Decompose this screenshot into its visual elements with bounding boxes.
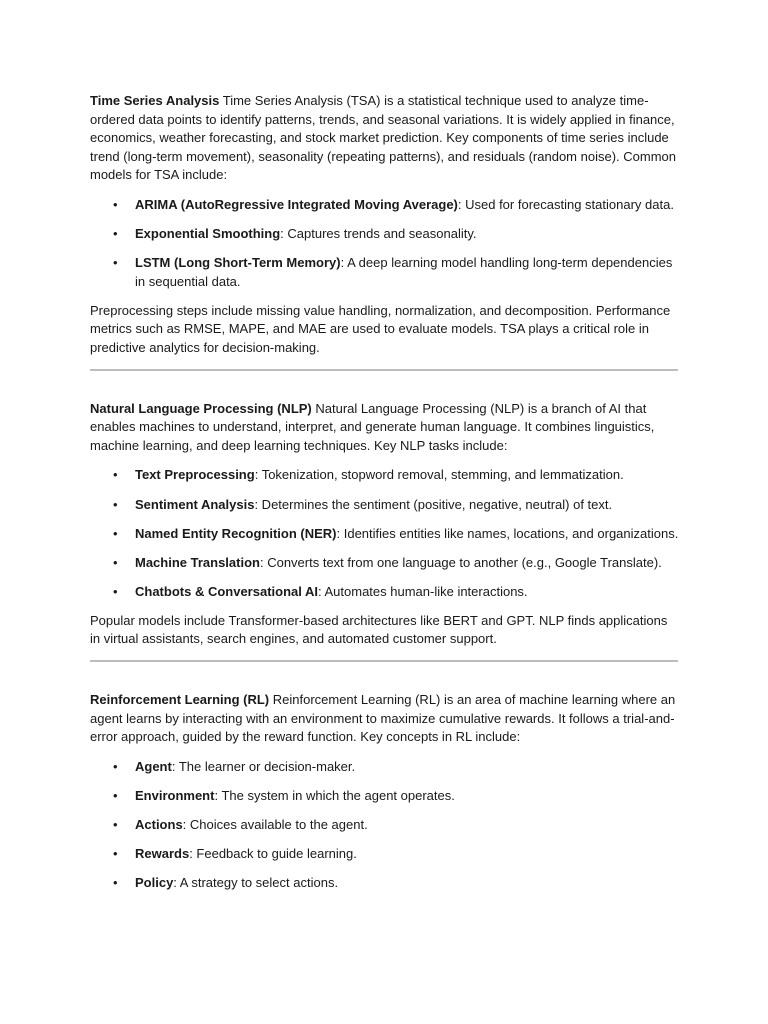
bullet-list [90,466,680,601]
bullet-icon: • [113,467,118,483]
list-item-term: ARIMA (AutoRegressive Integrated Moving Average) [135,196,458,212]
list-item-desc: : Tokenization, stopword removal, stemming, and lemmatization. [254,467,624,483]
list-item-term: Exponential Smoothing [135,226,281,242]
section-title: Time Series Analysis [90,93,220,108]
section-intro-text: Natural Language Processing (NLP) is a branch of AI that enables machines to understand, interpret, and generate human language. It combines linguistics, machine learning, and deep learning techniques. Key NLP tasks include: [90,400,655,453]
list-item [90,554,680,573]
section-nlp [90,400,680,649]
section-intro [90,400,680,456]
list-item-desc: : Automates human-like interactions. [317,583,528,599]
document-page [90,92,680,903]
list-item [90,874,680,893]
list-item-term: Text Preprocessing [135,467,255,483]
list-item-term: Actions [135,817,183,833]
list-item-term: Sentiment Analysis [135,496,255,512]
bullet-icon: • [113,817,118,833]
list-item-term: Chatbots & Conversational AI [135,583,318,599]
list-item [90,196,680,215]
section-outro: Preprocessing steps include missing value handling, normalization, and decomposition. Performance metrics such as RMSE, MAPE, and MAE are used to evaluate models. TSA plays a critical role in predictive analytics for decision-making. [90,302,671,356]
bullet-icon: • [113,525,118,541]
list-item-desc: : Identifies entities like names, locations, and organizations. [336,525,679,541]
list-item-desc: : Captures trends and seasonality. [280,226,477,242]
list-item [90,787,680,806]
list-item [90,225,680,244]
list-item-desc: : Choices available to the agent. [182,817,368,833]
bullet-icon: • [113,196,118,212]
bullet-list [90,758,680,893]
section-intro [90,92,680,185]
section-intro-text: Time Series Analysis (TSA) is a statistical technique used to analyze time-ordered data points to identify patterns, trends, and seasonal variations. It is widely applied in finance, economics, weather forecasting, and stock market prediction. Key components of time series include trend (long-term movement), seasonality (repeating patterns), and residuals (random noise). Common models for TSA include: [90,93,676,183]
list-item-desc: : Converts text from one language to another (e.g., Google Translate). [259,554,662,570]
list-item [90,845,680,864]
list-item [90,525,680,544]
list-item-desc: : A deep learning model handling long-term dependencies in sequential data. [135,255,673,289]
list-item-desc: : The system in which the agent operates. [214,787,455,803]
bullet-icon: • [113,554,118,570]
list-item [90,583,680,602]
section-title: Reinforcement Learning (RL) [90,692,270,708]
list-item-term: Named Entity Recognition (NER) [135,525,337,541]
list-item-desc: : The learner or decision-maker. [171,758,356,774]
list-item [90,816,680,835]
bullet-icon: • [113,758,118,774]
list-item-term: Agent [135,758,172,774]
section-divider [90,660,678,662]
bullet-icon: • [113,226,118,242]
bullet-icon: • [113,496,118,512]
list-item [90,254,680,291]
list-item-term: LSTM (Long Short-Term Memory) [135,255,341,271]
bullet-icon: • [113,787,118,803]
list-item-desc: : Used for forecasting stationary data. [457,196,674,212]
bullet-icon: • [113,875,118,891]
list-item-desc: : Determines the sentiment (positive, negative, neutral) of text. [254,496,613,512]
list-item-term: Rewards [135,846,190,862]
list-item-term: Policy [135,875,174,891]
section-reinforcement-learning [90,691,680,893]
list-item-term: Machine Translation [135,554,260,570]
bullet-icon: • [113,583,118,599]
bullet-list [90,196,680,291]
list-item-desc: : Feedback to guide learning. [189,846,357,862]
list-item [90,496,680,515]
section-intro-text: Reinforcement Learning (RL) is an area of machine learning where an agent learns by interacting with an environment to maximize cumulative rewards. It follows a trial-and-error approach, guided by the reward function. Key concepts in RL include: [90,692,676,745]
list-item [90,466,680,485]
list-item-term: Environment [135,787,215,803]
section-title: Natural Language Processing (NLP) [90,400,312,416]
section-time-series-analysis [90,92,680,358]
section-outro: Popular models include Transformer-based architectures like BERT and GPT. NLP finds applications in virtual assistants, search engines, and automated customer support. [90,612,668,647]
list-item [90,758,680,777]
bullet-icon: • [113,846,118,862]
list-item-desc: : A strategy to select actions. [173,875,339,891]
section-intro [90,691,680,747]
bullet-icon: • [113,255,118,271]
section-divider [90,369,678,371]
